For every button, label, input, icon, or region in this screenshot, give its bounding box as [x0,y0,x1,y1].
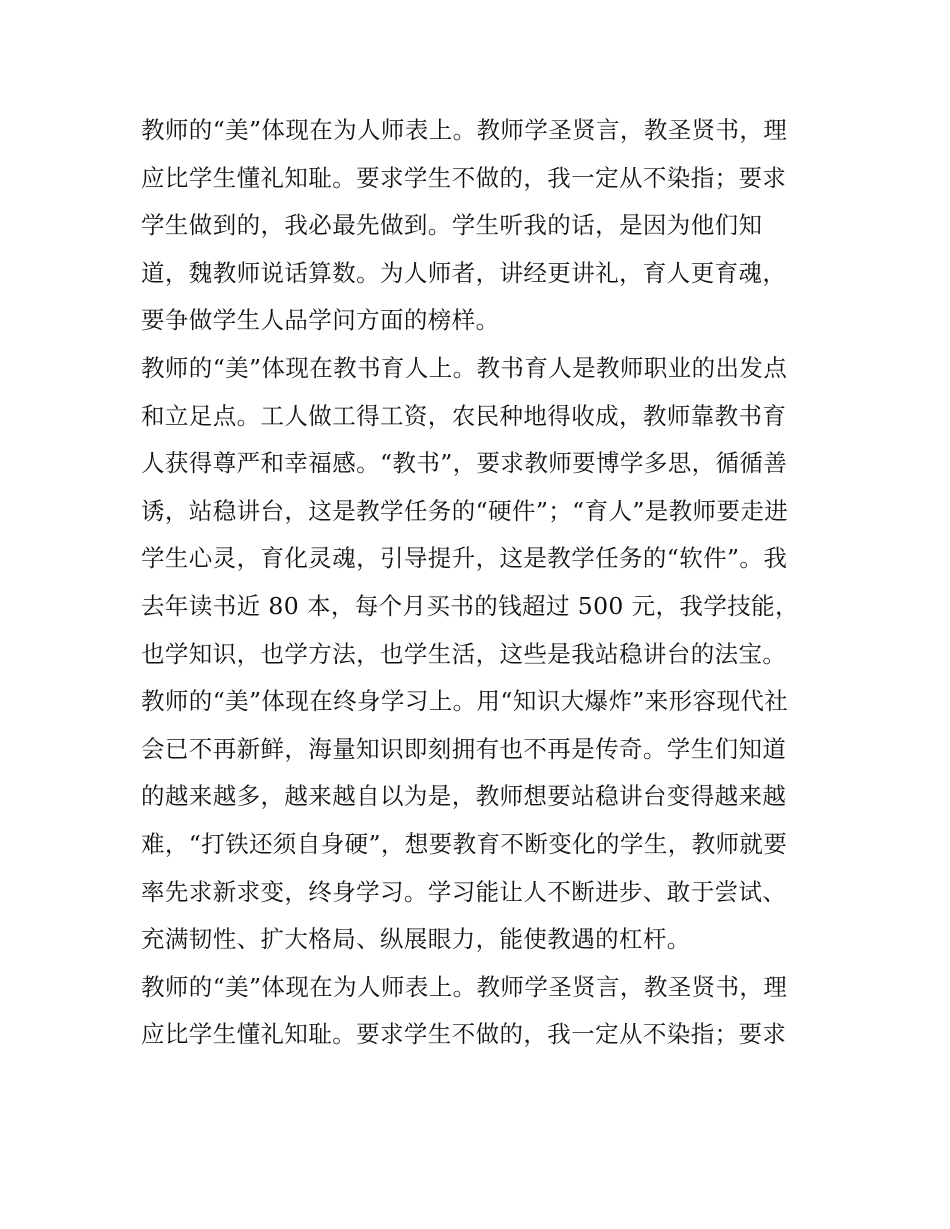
text-line: 的越来越多，越来越自以为是，教师想要站稳讲台变得越来越 [141,782,787,811]
text-line: 学生做到的，我必最先做到。学生听我的话，是因为他们知 [141,211,763,240]
document-body [141,107,821,1059]
text-line: 道，魏教师说话算数。为人师者，讲经更讲礼，育人更育魂， [141,258,787,287]
text-line: 率先求新求变，终身学习。学习能让人不断进步、敢于尝试、 [141,877,787,906]
text-line: 应比学生懂礼知耻。要求学生不做的，我一定从不染指；要求 [141,163,787,192]
text-line: 人获得尊严和幸福感。“教书”，要求教师要博学多思，循循善 [141,449,788,478]
text-line: 教师的“美”体现在为人师表上。教师学圣贤言，教圣贤书，理 [141,972,788,1001]
text-line: 也学知识，也学方法，也学生活，这些是我站稳讲台的法宝。 [141,639,787,668]
text-line: 应比学生懂礼知耻。要求学生不做的，我一定从不染指；要求 [141,1020,787,1049]
text-line: 会已不再新鲜，海量知识即刻拥有也不再是传奇。学生们知道 [141,734,787,763]
text-line: 教师的“美”体现在终身学习上。用“知识大爆炸”来形容现代社 [141,687,789,716]
text-line: 教师的“美”体现在教书育人上。教书育人是教师职业的出发点 [141,353,788,382]
text-line: 和立足点。工人做工得工资，农民种地得收成，教师靠教书育 [141,401,787,430]
text-line: 难，“打铁还须自身硬”，想要教育不断变化的学生，教师就要 [141,829,788,858]
text-line: 充满韧性、扩大格局、纵展眼力，能使教遇的杠杆。 [141,925,691,954]
text-line: 教师的“美”体现在为人师表上。教师学圣贤言，教圣贤书，理 [141,116,788,144]
text-line: 学生心灵，育化灵魂，引导提升，这是教学任务的“软件”。我 [141,544,788,573]
text-line: 诱，站稳讲台，这是教学任务的“硬件”；“育人”是教师要走进 [141,496,789,525]
text-line: 去年读书近 80 本，每个月买书的钱超过 500 元，我学技能， [141,591,799,620]
text-line: 要争做学生人品学问方面的榜样。 [141,306,500,335]
